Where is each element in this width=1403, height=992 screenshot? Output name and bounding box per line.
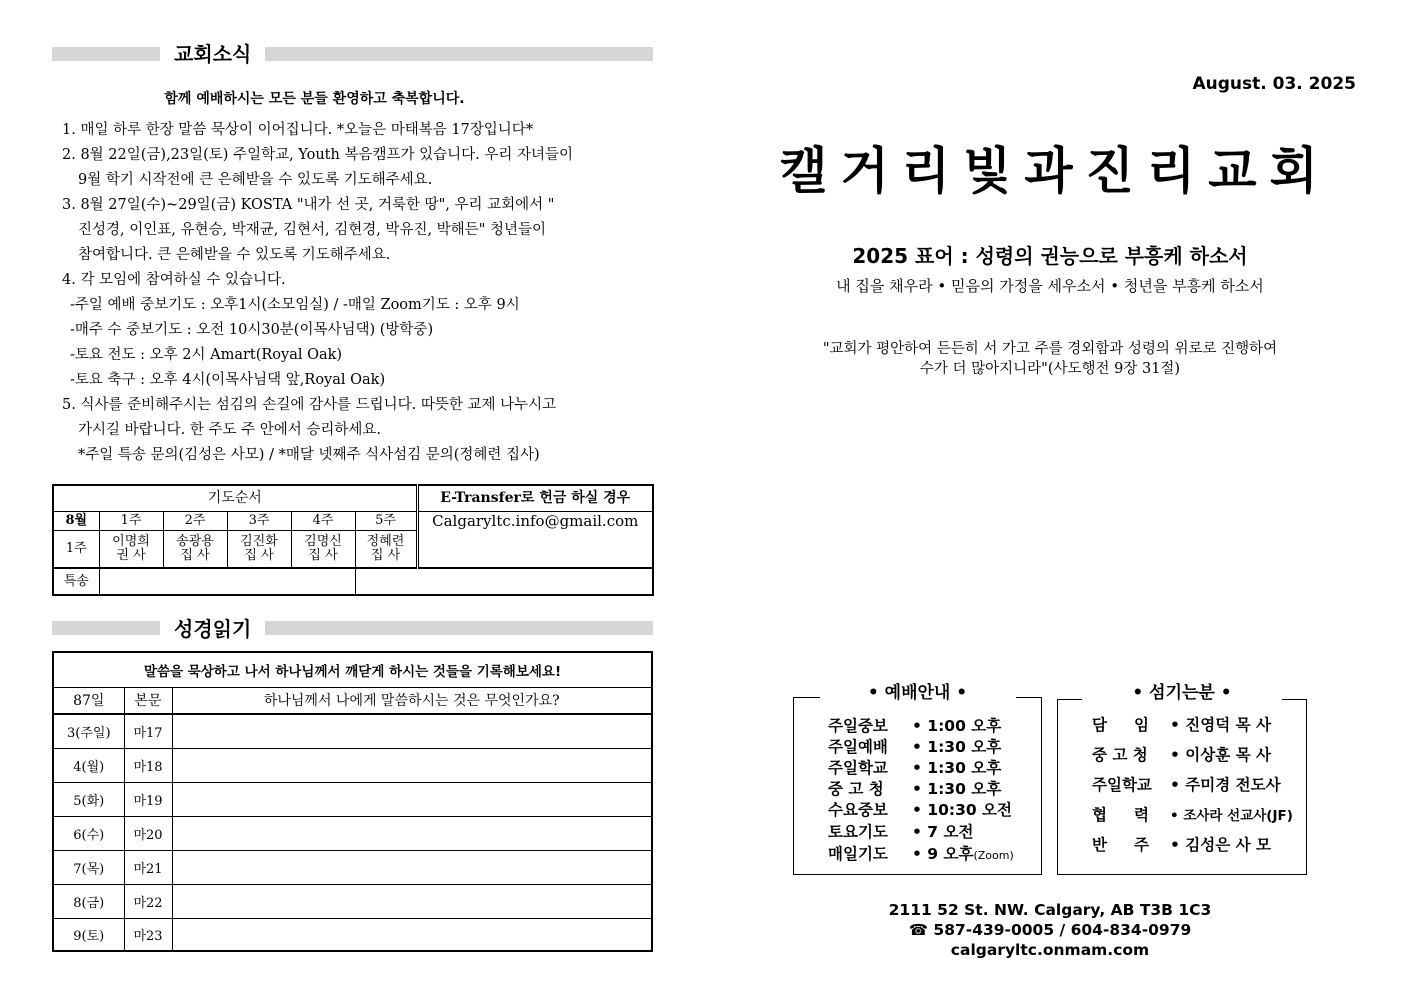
person-name: 김진화 (240, 533, 278, 549)
worship-item (828, 756, 1001, 778)
week-label: 3주 (227, 511, 291, 530)
person-name: 이명희 (112, 533, 150, 549)
special-cell-2 (355, 568, 653, 595)
worship-name: 주일예배 (828, 738, 888, 756)
verse-line: 수가 더 많아지니라"(사도행전 9장 31절) (919, 361, 1181, 377)
server-item (1092, 713, 1271, 735)
month-label: 8월 (53, 511, 99, 530)
server-name: • 진영덕 목 사 (1170, 716, 1271, 734)
person-name: 김명신 (304, 533, 342, 549)
news-header-bar (52, 47, 653, 61)
verse-line: "교회가 평안하여 든든히 서 가고 주를 경외함과 성령의 위로로 진행하여 (822, 341, 1278, 357)
person-role: 권 사 (116, 547, 146, 563)
prayer-order-header: 기도순서 (53, 485, 417, 511)
worship-note: (Zoom) (973, 849, 1014, 862)
bible-title: 성경읽기 (160, 617, 265, 641)
prayer-person (355, 530, 417, 568)
sub-motto: 내 집을 채우라 • 믿음의 가정을 세우소서 • 청년을 부흥케 하소서 (836, 277, 1264, 295)
worship-item (828, 842, 1014, 864)
server-item (1092, 803, 1293, 825)
worship-title: • 예배안내 • (867, 683, 968, 703)
week-label: 2주 (163, 511, 227, 530)
news-line: 9월 학기 시작전에 큰 은혜받을 수 있도록 기도해주세요. (78, 172, 433, 188)
server-role: 협 력 (1092, 806, 1149, 824)
church-address: 2111 52 St. NW. Calgary, AB T3B 1C3 (888, 901, 1212, 919)
reading-note-cell (172, 816, 652, 850)
prayer-person (291, 530, 355, 568)
prayer-person (227, 530, 291, 568)
person-role: 집 사 (180, 547, 210, 563)
news-line: 참여합니다. 큰 은혜받을 수 있도록 기도해주세요. (78, 247, 391, 263)
servers-title: • 섬기는분 • (1132, 683, 1232, 703)
person-role: 집 사 (244, 547, 274, 563)
row-label: 1주 (53, 530, 99, 568)
bible-reading-table (52, 651, 653, 952)
reading-text: 마18 (124, 748, 172, 782)
reading-text: 마21 (124, 850, 172, 884)
news-line: 1. 매일 하루 한장 말씀 묵상이 이어집니다. *오늘은 마태복음 17장입니다* (62, 122, 534, 138)
worship-item (828, 798, 1012, 820)
etransfer-header: E-Transfer로 헌금 하실 경우 (417, 485, 653, 511)
reading-text: 마17 (124, 714, 172, 748)
week-label: 4주 (291, 511, 355, 530)
person-role: 집 사 (308, 547, 338, 563)
person-role: 집 사 (370, 547, 401, 563)
server-role: 중 고 청 (1092, 746, 1148, 764)
worship-item (828, 735, 1001, 757)
worship-name: 주일중보 (828, 717, 888, 735)
person-name: 송광용 (176, 533, 214, 549)
reading-text: 마22 (124, 884, 172, 918)
worship-time: • 9 오후 (912, 845, 974, 863)
reading-text: 마19 (124, 782, 172, 816)
reading-date: 3(주일) (53, 714, 124, 748)
news-line: -매주 수 중보기도 : 오전 10시30분(이목사님댁) (방학중) (70, 322, 434, 338)
worship-time: • 1:30 오후 (912, 738, 1002, 756)
reading-note-cell (172, 918, 652, 951)
reading-date: 7(목) (53, 850, 124, 884)
worship-name: 중 고 청 (828, 780, 884, 798)
col-text-header: 본문 (124, 687, 172, 714)
reading-date: 8(금) (53, 884, 124, 918)
server-name: • 김성은 사 모 (1170, 836, 1271, 854)
news-list (62, 118, 652, 468)
contact-block (820, 900, 1280, 960)
worship-time: • 1:30 오후 (912, 759, 1002, 777)
server-role: 반 주 (1092, 836, 1149, 854)
server-item (1092, 833, 1271, 855)
church-name: 캘거리빛과진리교회 (779, 142, 1331, 200)
reading-date: 6(수) (53, 816, 124, 850)
server-name: • 이상훈 목 사 (1170, 746, 1271, 764)
week-label: 5주 (355, 511, 417, 530)
reading-note-cell (172, 748, 652, 782)
reading-date: 5(화) (53, 782, 124, 816)
church-website[interactable]: calgaryltc.onmam.com (950, 941, 1150, 959)
special-cell (99, 568, 355, 595)
prayer-person (163, 530, 227, 568)
bible-instruction: 말씀을 묵상하고 나서 하나님께서 깨닫게 하시는 것들을 기록해보세요! (53, 652, 652, 687)
news-line: 가시길 바랍니다. 한 주도 주 안에서 승리하세요. (78, 422, 382, 438)
bulletin-date: August. 03. 2025 (1192, 74, 1356, 94)
worship-item (828, 820, 973, 842)
news-line: 5. 식사를 준비해주시는 섬김의 손길에 감사를 드립니다. 따뜻한 교제 나누시고 (62, 397, 557, 413)
news-title: 교회소식 (160, 42, 265, 66)
bible-verse (730, 339, 1370, 379)
reading-text: 마23 (124, 918, 172, 951)
reading-note-cell (172, 850, 652, 884)
worship-time: • 1:30 오후 (912, 780, 1002, 798)
special-label: 특송 (53, 568, 99, 595)
worship-item (828, 777, 1001, 799)
prayer-person (99, 530, 163, 568)
week-label: 1주 (99, 511, 163, 530)
worship-time: • 1:00 오후 (912, 717, 1002, 735)
col-date-header: 87일 (53, 687, 124, 714)
server-item (1092, 743, 1271, 765)
worship-time: • 7 오전 (912, 823, 974, 841)
col-question-header: 하나님께서 나에게 말씀하시는 것은 무엇인가요? (172, 687, 652, 714)
news-line: 2. 8월 22일(금),23일(토) 주일학교, Youth 복음캠프가 있습니다. 우리 자녀들이 (62, 147, 574, 163)
reading-date: 4(월) (53, 748, 124, 782)
news-line: -주일 예배 중보기도 : 오후1시(소모임실) / -매일 Zoom기도 : 오후 9시 (70, 297, 520, 313)
reading-text: 마20 (124, 816, 172, 850)
worship-name: 토요기도 (828, 823, 888, 841)
person-name: 정혜련 (366, 533, 405, 549)
reading-note-cell (172, 714, 652, 748)
motto: 2025 표어 : 성령의 권능으로 부흥케 하소서 (852, 244, 1248, 268)
reading-note-cell (172, 782, 652, 816)
server-role: 담 임 (1092, 716, 1149, 734)
church-phone: ☎ 587-439-0005 / 604-834-0979 (908, 921, 1192, 939)
reading-note-cell (172, 884, 652, 918)
worship-name: 주일학교 (828, 759, 888, 777)
server-item (1092, 773, 1281, 795)
news-line: 진성경, 이인표, 유현승, 박재균, 김현서, 김현경, 박유진, 박해든" 청년들이 (78, 222, 546, 238)
server-name: • 주미경 전도사 (1170, 776, 1281, 794)
worship-name: 매일기도 (828, 845, 888, 863)
news-line: *주일 특송 문의(김성은 사모) / *매달 넷째주 식사섬김 문의(정혜련 집사) (78, 447, 540, 463)
news-line: -토요 축구 : 오후 4시(이목사님댁 앞,Royal Oak) (70, 372, 386, 388)
bible-header-bar (52, 621, 653, 635)
prayer-table (52, 484, 654, 596)
worship-item (828, 714, 1001, 736)
news-line: 4. 각 모임에 참여하실 수 있습니다. (62, 272, 286, 288)
worship-time: • 10:30 오전 (912, 801, 1012, 819)
etransfer-email: Calgaryltc.info@gmail.com (417, 511, 653, 568)
server-role: 주일학교 (1092, 776, 1152, 794)
worship-name: 수요중보 (828, 801, 888, 819)
reading-date: 9(토) (53, 918, 124, 951)
server-name: • 조사라 선교사(JF) (1170, 808, 1293, 824)
news-line: -토요 전도 : 오후 2시 Amart(Royal Oak) (70, 347, 343, 363)
welcome-text: 함께 예배하시는 모든 분들 환영하고 축복합니다. (164, 91, 465, 107)
news-line: 3. 8월 27일(수)~29일(금) KOSTA "내가 선 곳, 거룩한 땅", 우리 교회에서 " (62, 197, 555, 213)
